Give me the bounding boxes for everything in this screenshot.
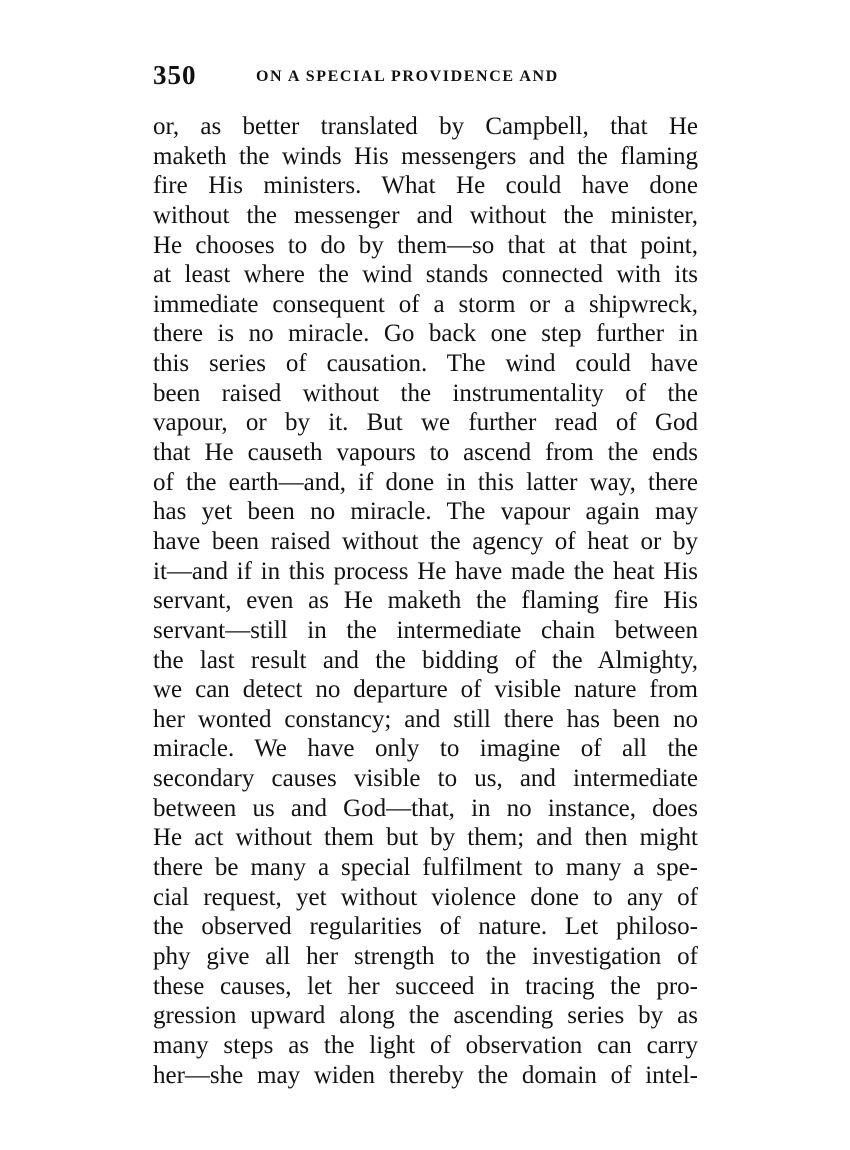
text-line: at least where the wind stands connected with its (153, 261, 698, 289)
text-line: miracle. We have only to imagine of all the (153, 735, 698, 763)
text-line: the observed regularities of nature. Let philoso- (153, 913, 698, 941)
text-line: vapour, or by it. But we further read of God (153, 409, 698, 437)
text-line: has yet been no miracle. The vapour again may (153, 498, 698, 526)
text-line: have been raised without the agency of heat or by (153, 527, 698, 555)
text-line: gression upward along the ascending series by as (153, 1002, 698, 1030)
page-number: 350 (153, 60, 197, 90)
running-title: ON A SPECIAL PROVIDENCE AND (256, 68, 559, 85)
text-line: He chooses to do by them—so that at that point, (153, 231, 698, 259)
text-line: that He causeth vapours to ascend from the ends (153, 439, 698, 467)
text-line: her—she may widen thereby the domain of intel- (153, 1061, 698, 1089)
text-line: the last result and the bidding of the Almighty, (153, 646, 698, 674)
text-line: her wonted constancy; and still there has been no (153, 705, 698, 733)
body-text (153, 112, 698, 1090)
text-line: of the earth—and, if done in this latter way, there (153, 468, 698, 496)
text-line: maketh the winds His messengers and the flaming (153, 142, 698, 170)
text-line: been raised without the instrumentality of the (153, 379, 698, 407)
text-line: these causes, let her succeed in tracing the pro- (153, 972, 698, 1000)
text-line: many steps as the light of observation can carry (153, 1031, 698, 1059)
text-line: fire His ministers. What He could have done (153, 172, 698, 200)
text-line: between us and God—that, in no instance, does (153, 794, 698, 822)
text-line: immediate consequent of a storm or a shipwreck, (153, 290, 698, 318)
text-line: without the messenger and without the minister, (153, 201, 698, 229)
text-line: we can detect no departure of visible nature from (153, 676, 698, 704)
text-line: He act without them but by them; and then might (153, 824, 698, 852)
text-line: there be many a special fulfilment to many a spe- (153, 854, 698, 882)
text-line: servant—still in the intermediate chain between (153, 616, 698, 644)
text-line: or, as better translated by Campbell, that He (153, 113, 698, 140)
text-line: secondary causes visible to us, and intermediate (153, 765, 698, 793)
text-line: phy give all her strength to the investigation of (153, 942, 698, 970)
text-line: it—and if in this process He have made the heat His (153, 557, 698, 585)
text-line: this series of causation. The wind could have (153, 350, 698, 378)
text-line: there is no miracle. Go back one step further in (153, 320, 698, 348)
text-line: servant, even as He maketh the flaming fire His (153, 587, 698, 615)
text-line: cial request, yet without violence done to any of (153, 883, 698, 911)
running-head (153, 60, 698, 96)
